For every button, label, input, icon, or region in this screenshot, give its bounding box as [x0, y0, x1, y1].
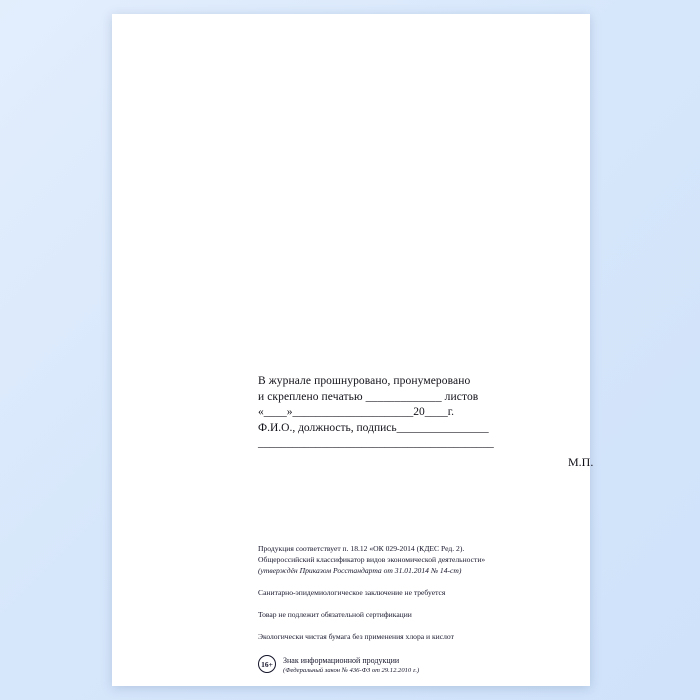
certification-line-1: В журнале прошнуровано, пронумеровано	[258, 375, 471, 387]
certification-line-4: Ф.И.О., должность, подпись________________	[258, 421, 489, 434]
badge-note: (Федеральный закон № 436-ФЗ от 29.12.2010 г.)	[283, 667, 420, 674]
footer-line-3: (утверждён Приказом Росстандарта от 31.01.2014 № 14-ст)	[258, 566, 462, 575]
stamp-mark: М.П.	[568, 455, 594, 469]
certification-block	[258, 374, 594, 469]
footer-line-4: Санитарно-эпидемиологическое заключение не требуется	[258, 588, 446, 597]
age-badge-row	[258, 654, 578, 675]
document-page	[112, 14, 594, 686]
age-rating-icon: 16+	[258, 655, 276, 673]
footer-line-2: Общероссийский классификатор видов экономической деятельности»	[258, 555, 486, 564]
footer-line-6: Экологически чистая бумага без применения хлора и кислот	[258, 632, 454, 641]
age-badge-text	[283, 654, 419, 675]
footer-line-5: Товар не подлежит обязательной сертификации	[258, 610, 412, 619]
footer-block	[258, 543, 578, 675]
certification-line-2: и скреплено печатью _____________ листов	[258, 390, 479, 403]
certification-line-5: _________________________________________	[258, 437, 494, 449]
footer-line-1: Продукция соответствует п. 18.12 «ОК 029-2014 (КДЕС Ред. 2).	[258, 544, 465, 553]
certification-line-3: «____»_____________________20____г.	[258, 406, 455, 418]
badge-title: Знак информационной продукции	[283, 656, 400, 665]
